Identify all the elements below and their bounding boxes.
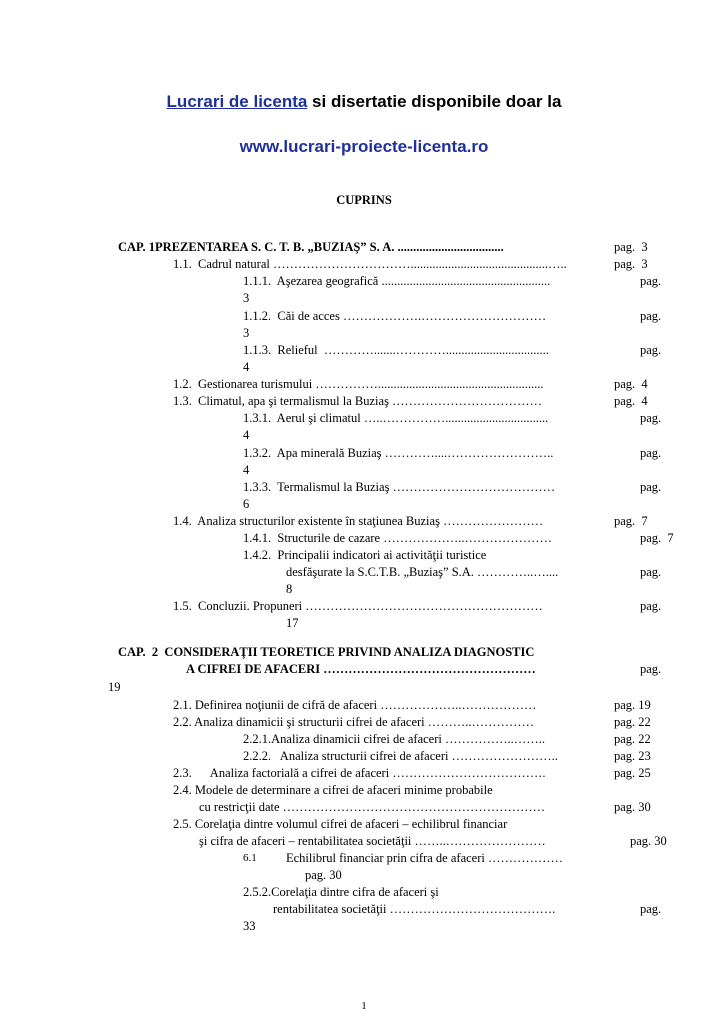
toc-entry-2-2-1: 2.2.1.Analiza dinamicii cifrei de afaceri ……………..…….. (243, 732, 545, 746)
header-line-2 (0, 137, 728, 157)
toc-entry-1-3-2: 1.3.2. Apa minerală Buziaş …………....…………………….. (243, 446, 554, 460)
toc-page-1-5: pag. (640, 599, 662, 613)
toc-entry-1-3-1: 1.3.1. Aerul şi climatul …..……………................................. (243, 411, 549, 425)
toc-entry-2-5-cont: şi cifra de afaceri – rentabilitatea societăţii ……..…………………… (199, 834, 546, 848)
toc-page2-2-5-2: 33 (243, 919, 256, 933)
toc-entry-2-4: 2.4. Modele de determinare a cifrei de afaceri minime probabile (173, 783, 493, 797)
toc-page-cap2: pag. (640, 662, 662, 676)
toc-page2-1-3-3: 6 (243, 497, 250, 511)
header-line-1 (0, 92, 728, 112)
toc-page-cap1: pag. 3 (614, 240, 648, 254)
toc-entry-6-1-number: 6.1 (243, 852, 257, 864)
header-rest-text: si disertatie disponibile doar la (307, 92, 562, 111)
toc-entry-1-2: 1.2. Gestionarea turismului ……………..................................................... (173, 377, 544, 391)
toc-entry-1-4-2-cont: desfăşurate la S.C.T.B. „Buziaş” S.A. …………..….... (286, 565, 559, 579)
toc-page-6-1: pag. 30 (305, 868, 342, 882)
toc-page2-1-1-2: 3 (243, 326, 250, 340)
toc-page-2-2-2: pag. 23 (614, 749, 651, 763)
toc-page-1-1: pag. 3 (614, 257, 648, 271)
toc-page2-1-3-1: 4 (243, 428, 250, 442)
toc-entry-2-5: 2.5. Corelaţia dintre volumul cifrei de afaceri – echilibrul financiar (173, 817, 508, 831)
toc-page-1-4: pag. 7 (614, 514, 648, 528)
toc-entry-1-5: 1.5. Concluzii. Propuneri ………………………………………………… (173, 599, 543, 613)
page-number: 1 (361, 1000, 367, 1012)
toc-page-1-2: pag. 4 (614, 377, 648, 391)
toc-entry-2-1: 2.1. Definirea noţiunii de cifră de afaceri ………………..……………… (173, 698, 537, 712)
toc-entry-1-1: 1.1. Cadrul natural ……………………………............................................….. (173, 257, 567, 271)
toc-entry-cap2-cont: A CIFREI DE AFACERI …………………………………………… (186, 662, 536, 676)
licenta-link[interactable]: Lucrari de licenta (166, 92, 308, 111)
toc-page-2-2-1: pag. 22 (614, 732, 651, 746)
toc-page-2-2: pag. 22 (614, 715, 651, 729)
toc-page-2-3: pag. 25 (614, 766, 651, 780)
toc-entry-1-3-3: 1.3.3. Termalismul la Buziaş ………………………………… (243, 480, 556, 494)
toc-entry-2-5-2-cont: rentabilitatea societăţii …………………………………. (273, 902, 556, 916)
toc-entry-cap1: CAP. 1PREZENTAREA S. C. T. B. „BUZIAŞ” S. A. .................................. (118, 240, 504, 254)
toc-entry-6-1: Echilibrul financiar prin cifra de afaceri ……………… (286, 851, 563, 865)
toc-title: CUPRINS (336, 193, 392, 207)
toc-entry-2-4-cont: cu restricţii date ……………………………………………………… (199, 800, 546, 814)
toc-page-1-3: pag. 4 (614, 394, 648, 408)
toc-entry-1-4-2: 1.4.2. Principalii indicatori ai activităţii turistice (243, 548, 487, 562)
toc-page-1-3-2: pag. (640, 446, 662, 460)
toc-page2-1-4-2: 8 (286, 582, 293, 596)
toc-page-1-3-3: pag. (640, 480, 662, 494)
toc-page-1-4-2: pag. (640, 565, 662, 579)
toc-entry-1-1-1: 1.1.1. Aşezarea geografică ...................................................... (243, 274, 551, 288)
toc-page-2-1: pag. 19 (614, 698, 651, 712)
toc-page-1-1-3: pag. (640, 343, 662, 357)
toc-page2-cap2: 19 (108, 680, 121, 694)
toc-entry-1-1-2: 1.1.2. Căi de acces ……………….………………………… (243, 309, 547, 323)
toc-entry-1-4: 1.4. Analiza structurilor existente în staţiunea Buziaş …………………… (173, 514, 544, 528)
toc-page2-1-3-2: 4 (243, 463, 250, 477)
toc-page-1-4-1: pag. 7 (640, 531, 674, 545)
toc-page-2-4: pag. 30 (614, 800, 651, 814)
toc-page-2-5-2: pag. (640, 902, 662, 916)
toc-page2-1-5: 17 (286, 616, 299, 630)
toc-entry-2-2-2: 2.2.2. Analiza structurii cifrei de afaceri …………………….. (243, 749, 558, 763)
toc-entry-1-1-3: 1.1.3. Relieful ………….......…………................................. (243, 343, 549, 357)
toc-entry-1-3: 1.3. Climatul, apa şi termalismul la Buziaş ……………………………… (173, 394, 543, 408)
site-link[interactable]: www.lucrari-proiecte-licenta.ro (239, 137, 489, 156)
toc-page-1-1-2: pag. (640, 309, 662, 323)
toc-entry-2-5-2: 2.5.2.Corelaţia dintre cifra de afaceri şi (243, 885, 439, 899)
toc-entry-cap2: CAP. 2 CONSIDERAŢII TEORETICE PRIVIND ANALIZA DIAGNOSTIC (118, 645, 535, 659)
toc-entry-1-4-1: 1.4.1. Structurile de cazare ………………..………………… (243, 531, 552, 545)
toc-page2-1-1-3: 4 (243, 360, 250, 374)
toc-entry-2-3: 2.3. Analiza factorială a cifrei de afaceri ………………………………. (173, 766, 546, 780)
toc-entry-2-2: 2.2. Analiza dinamicii şi structurii cifrei de afaceri ………..…………… (173, 715, 535, 729)
toc-page-1-3-1: pag. (640, 411, 662, 425)
toc-page2-1-1-1: 3 (243, 291, 250, 305)
toc-page-2-5: pag. 30 (630, 834, 667, 848)
toc-page-1-1-1: pag. (640, 274, 662, 288)
